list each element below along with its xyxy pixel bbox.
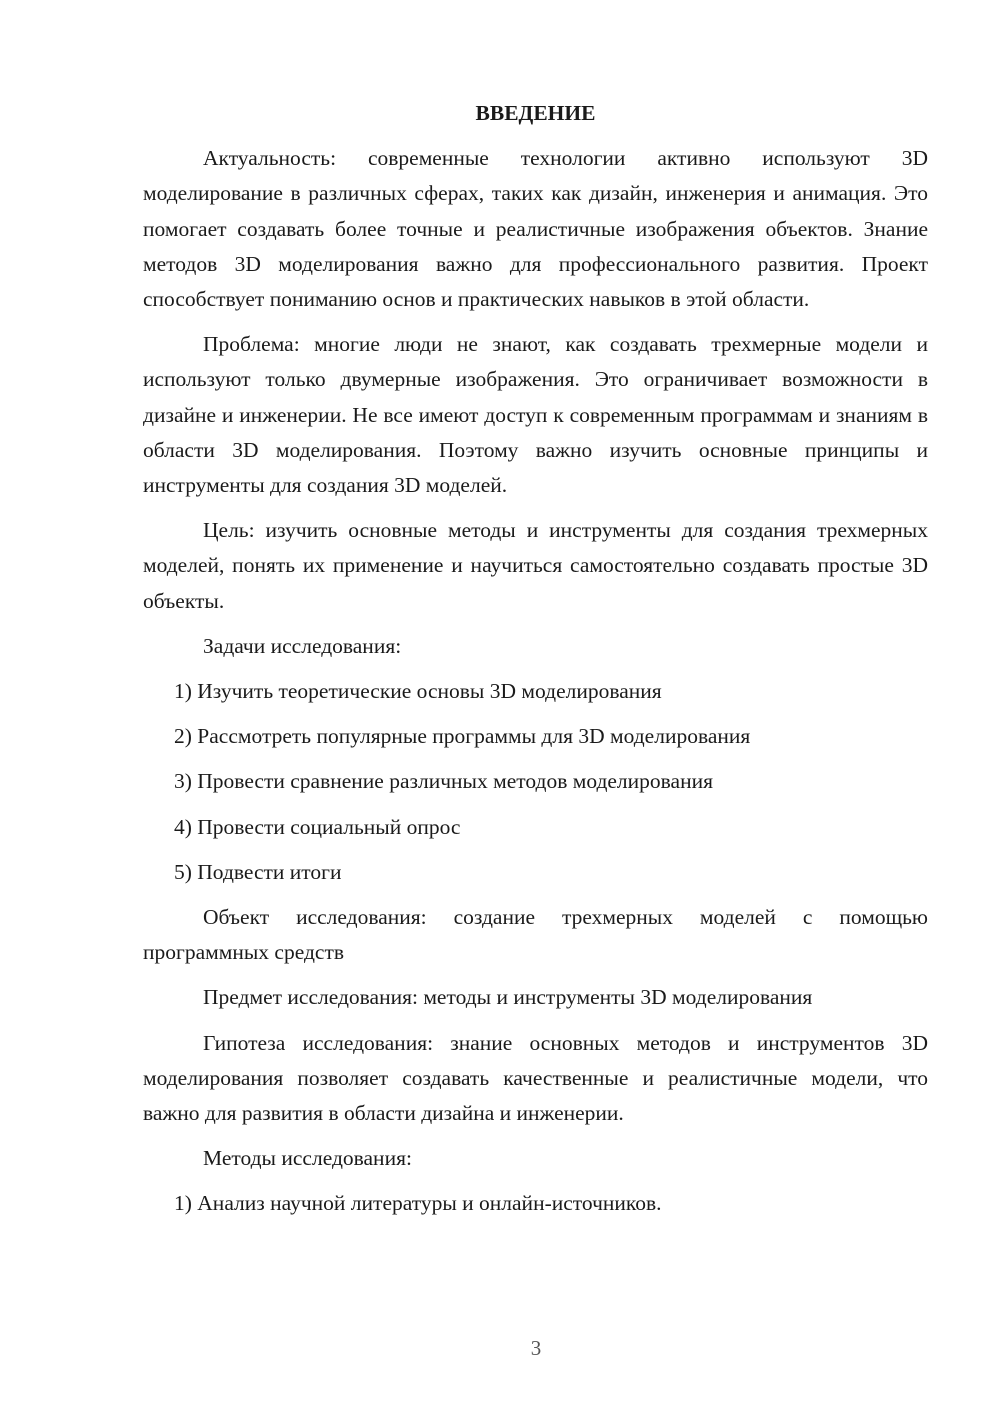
goal-paragraph: Цель: изучить основные методы и инструменты для создания трехмерных моделей, понять их применение и научиться самостоятельно создавать простые 3D объекты. <box>143 518 928 613</box>
list-item: 1) Анализ научной литературы и онлайн-источников. <box>174 1191 662 1216</box>
list-item: 5) Подвести итоги <box>174 859 342 884</box>
methods-label: Методы исследования: <box>203 1146 412 1171</box>
list-item: 4) Провести социальный опрос <box>174 814 461 839</box>
hypothesis-paragraph: Гипотеза исследования: знание основных методов и инструментов 3D моделирования позволяет создавать качественные и реалистичные модели, что важно для развития в области дизайна и инженерии. <box>143 1030 928 1126</box>
tasks-label: Задачи исследования: <box>203 633 402 658</box>
page-body <box>143 96 928 1232</box>
list-item: 1) Изучить теоретические основы 3D моделирования <box>174 679 662 704</box>
list-item: 3) Провести сравнение различных методов моделирования <box>174 769 713 794</box>
methods-list <box>143 1186 928 1221</box>
subject-paragraph: Предмет исследования: методы и инструменты 3D моделирования <box>203 985 813 1010</box>
relevance-paragraph: Актуальность: современные технологии активно используют 3D моделирование в различных сферах, таких как дизайн, инженерия и анимация. Это помогает создавать более точные и реалистичные изображения объектов. Знание методов 3D моделирования важно для профессионального развития. Проект способствует пониманию основ и практических навыков в этой области. <box>143 146 928 312</box>
page-title: ВВЕДЕНИЕ <box>475 101 596 125</box>
tasks-list <box>143 674 928 890</box>
list-item: 2) Рассмотреть популярные программы для 3D моделирования <box>174 724 751 749</box>
problem-paragraph: Проблема: многие люди не знают, как создавать трехмерные модели и используют только двумерные изображения. Это ограничивает возможности в дизайне и инженерии. Не все имеют доступ к современным программам и знаниям в области 3D моделирования. Поэтому важно изучить основные принципы и инструменты для создания 3D моделей. <box>143 332 928 498</box>
page-number: 3 <box>530 1336 542 1360</box>
object-paragraph: Объект исследования: создание трехмерных моделей с помощью программных средств <box>143 905 928 965</box>
